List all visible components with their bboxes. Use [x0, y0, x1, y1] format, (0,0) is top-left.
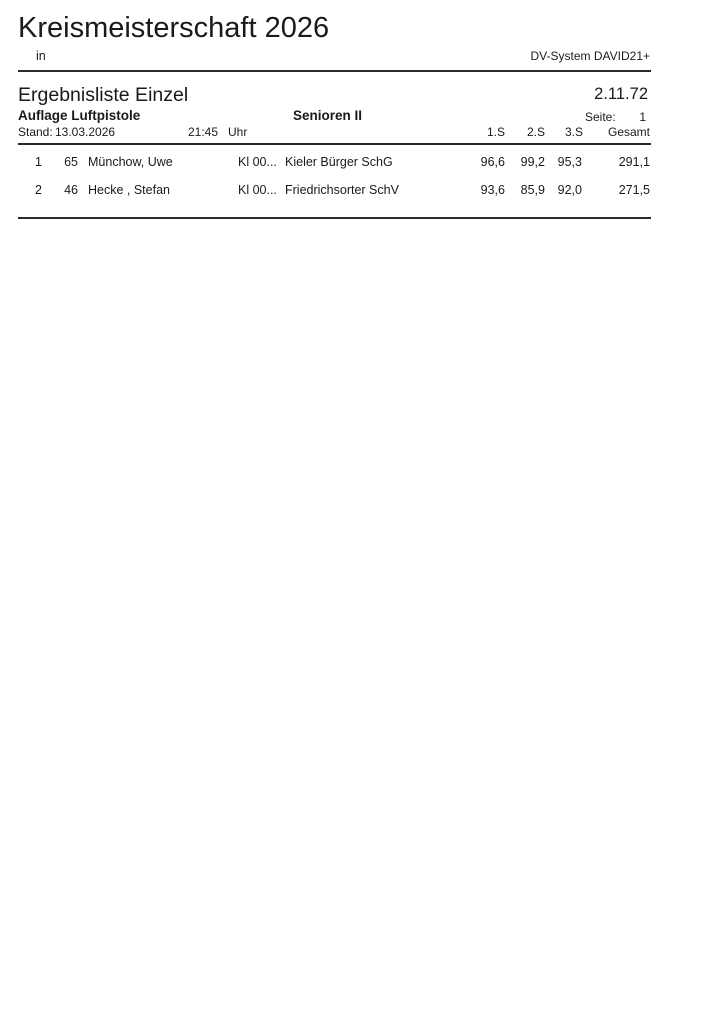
rank-cell: 1	[35, 155, 42, 169]
class-cell: Kl 00...	[238, 183, 277, 197]
stand-label: Stand:	[18, 125, 53, 139]
page-label: Seite:	[585, 110, 616, 124]
event-location-prefix: in	[36, 49, 46, 63]
series1-cell: 93,6	[480, 183, 505, 197]
column-header-series3: 3.S	[564, 125, 583, 139]
series3-cell: 92,0	[557, 183, 582, 197]
table-header-divider	[18, 143, 651, 145]
competition-class-label: Senioren II	[293, 108, 363, 123]
shooter-name-cell: Münchow, Uwe	[88, 155, 173, 169]
table-row	[18, 148, 650, 176]
table-bottom-divider	[18, 217, 651, 219]
series2-cell: 99,2	[520, 155, 545, 169]
club-cell: Friedrichsorter SchV	[285, 183, 399, 197]
series3-cell: 95,3	[557, 155, 582, 169]
rank-cell: 2	[35, 183, 42, 197]
column-header-series2: 2.S	[526, 125, 545, 139]
table-row	[18, 176, 650, 204]
header-divider	[18, 70, 651, 72]
shooter-name-cell: Hecke , Stefan	[88, 183, 170, 197]
page-number: 1	[639, 110, 646, 124]
column-header-series1: 1.S	[486, 125, 505, 139]
dv-system-label: DV-System DAVID21+	[530, 49, 650, 63]
results-table	[18, 148, 650, 204]
class-cell: Kl 00...	[238, 155, 277, 169]
start-number-cell: 46	[64, 183, 78, 197]
page-title: Kreismeisterschaft 2026	[18, 12, 330, 44]
report-code: 2.11.72	[594, 85, 648, 103]
time-unit-label: Uhr	[228, 125, 248, 139]
start-number-cell: 65	[64, 155, 78, 169]
stand-date: 13.03.2026	[55, 125, 116, 139]
total-cell: 291,1	[618, 155, 650, 169]
series2-cell: 85,9	[520, 183, 545, 197]
list-title: Ergebnisliste Einzel	[18, 84, 189, 106]
column-header-total: Gesamt	[607, 125, 650, 139]
total-cell: 271,5	[618, 183, 650, 197]
club-cell: Kieler Bürger SchG	[285, 155, 393, 169]
stand-time: 21:45	[188, 125, 219, 139]
series1-cell: 96,6	[480, 155, 505, 169]
discipline-label: Auflage Luftpistole	[18, 108, 141, 123]
